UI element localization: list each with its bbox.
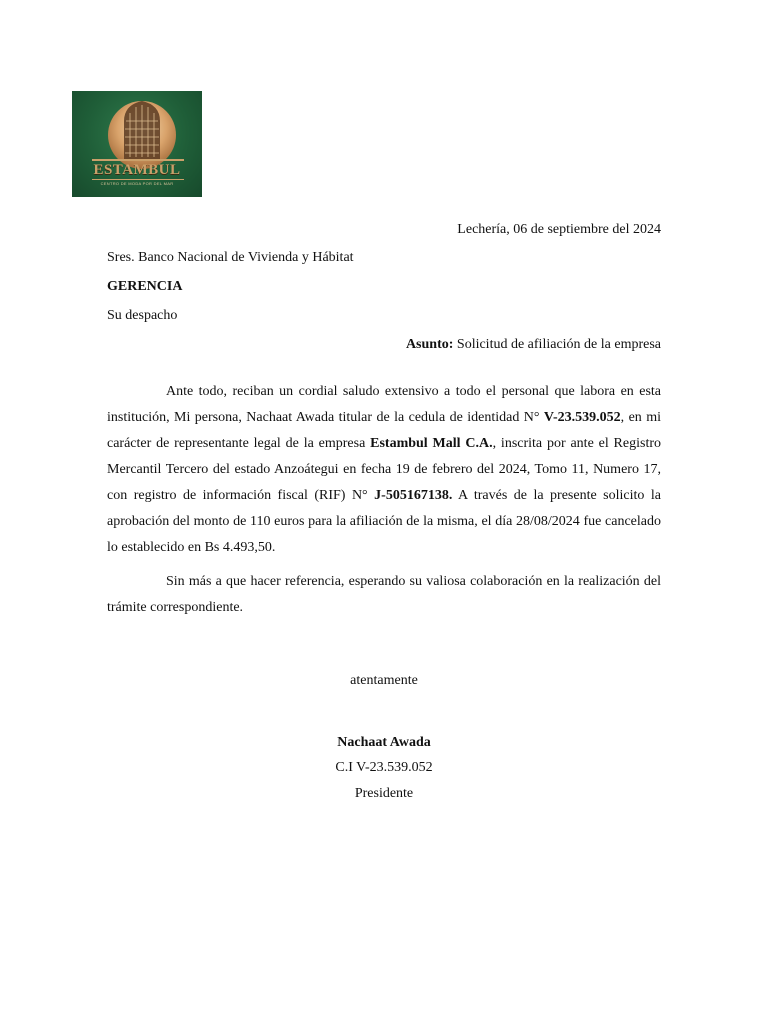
place-date: Lechería, 06 de septiembre del 2024 [457,222,661,237]
body-paragraph-2: Sin más a que hacer referencia, esperando su valiosa colaboración en la realización del trámite correspondiente. [107,574,661,615]
logo-tagline: CENTRO DE MODA POR DEL MAR [100,181,174,186]
signer-title: Presidente [354,786,414,801]
subject-label: Asunto: [405,337,454,352]
department: GERENCIA [107,279,183,294]
subject [406,336,661,354]
company-logo [72,91,202,197]
signer-name: Nachaat Awada [337,735,431,750]
subject-text: Solicitud de afiliación de la empresa [453,337,661,352]
closing: atentamente [350,673,418,688]
recipient: Sres. Banco Nacional de Vivienda y Hábitat [107,250,354,265]
logo-wordmark: ESTAMBUL [93,162,181,178]
office: Su despacho [107,308,178,323]
body-paragraph-1: Ante todo, reciban un cordial saludo extensivo a todo el personal que labora en esta institución, Mi persona, Nachaat Awada titular de la cedula de identidad N° V-23.539.052, en mi carácter de representante legal de la empresa Estambul Mall C.A., inscrita por ante el Registro Mercantil Tercero del estado Anzoátegui en fecha 19 de febrero del 2024, Tomo 11, Numero 17, con registro de información fiscal (RIF) N° J-505167138. A través de la presente solicito la aprobación del monto de 110 euros para la afiliación de la misma, el día 28/08/2024 fue cancelado lo establecido en Bs 4.493,50. [107,384,661,555]
signer-id: C.I V-23.539.052 [335,760,433,775]
